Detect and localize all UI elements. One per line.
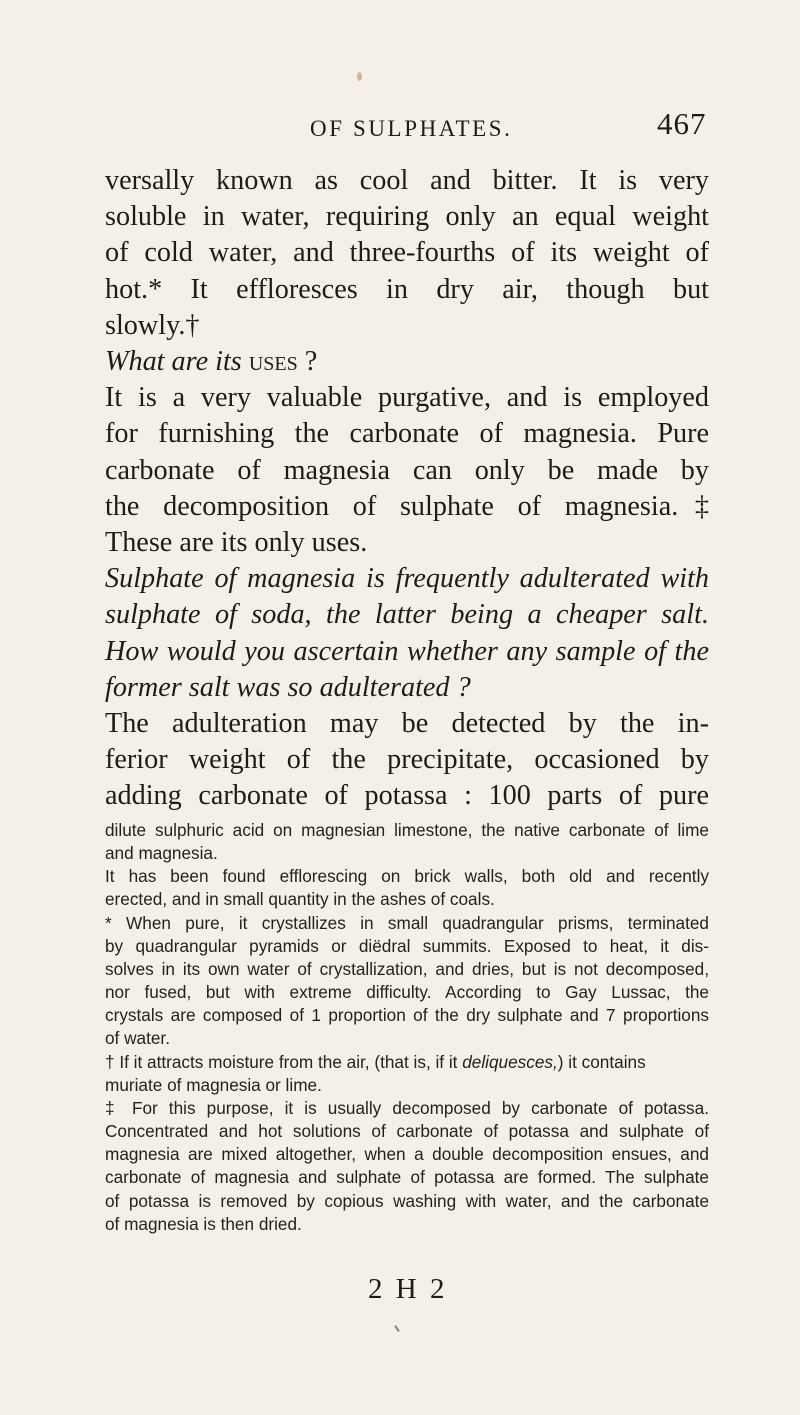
footnote-line: and magnesia. xyxy=(105,843,218,864)
footnote-line: solves in its own water of crystallization, and dries, but is not decomposed, xyxy=(105,958,709,979)
footnote-line: nor fused, but with extreme difficulty. According to Gay Lussac, the xyxy=(105,982,709,1003)
footnote-line: of potassa is removed by copious washing with water, and the carbonate xyxy=(105,1190,709,1211)
footnote-line: It has been found efflorescing on brick walls, both old and recently xyxy=(105,866,709,887)
text-line: ferior weight of the precipitate, occasioned by xyxy=(105,744,709,776)
question-line: former salt was so adulterated ? xyxy=(105,671,471,703)
text-line: slowly.† xyxy=(105,309,200,341)
footnote-text: † If it attracts moisture from the air, (that is, if it xyxy=(105,1051,458,1072)
footnote-line: of water. xyxy=(105,1028,170,1049)
footnote-line: * When pure, it crystallizes in small quadrangular prisms, terminated xyxy=(105,912,709,933)
footnote-line: carbonate of magnesia and sulphate of potassa are formed. The sulphate xyxy=(105,1167,709,1188)
footnotes xyxy=(105,819,709,1236)
footnote-text: ) it contains xyxy=(557,1051,646,1072)
question-mark: ? xyxy=(297,346,318,378)
text-line: carbonate of magnesia can only be made by xyxy=(105,454,709,486)
question-line: How would you ascertain whether any sample of the xyxy=(105,635,709,667)
question-line xyxy=(105,344,709,380)
footnote-line: crystals are composed of 1 proportion of the dry sulphate and 7 proportions xyxy=(105,1005,709,1026)
text-line: adding carbonate of potassa : 100 parts of pure xyxy=(105,780,709,812)
footnote-line: by quadrangular pyramids or diëdral summits. Exposed to heat, it dis- xyxy=(105,935,709,956)
footnote-line: Concentrated and hot solutions of carbonate of potassa and sulphate of xyxy=(105,1121,709,1142)
question-text: What are its xyxy=(105,346,242,378)
running-title: OF SULPHATES. xyxy=(310,116,513,141)
question-line: Sulphate of magnesia is frequently adulterated with xyxy=(105,563,709,595)
question-keyword: uses xyxy=(248,346,298,378)
text-line: the decomposition of sulphate of magnesia.‡ xyxy=(105,490,709,522)
footnote-line: ‡ For this purpose, it is usually decomposed by carbonate of potassa. xyxy=(105,1097,709,1118)
stray-mark xyxy=(394,1325,400,1332)
footnote-line: muriate of magnesia or lime. xyxy=(105,1074,322,1095)
signature-mark xyxy=(0,1273,800,1307)
text-line: These are its only uses. xyxy=(105,527,368,559)
text-line: hot.* It effloresces in dry air, though but xyxy=(105,273,709,305)
text-line: versally known as cool and bitter. It is very xyxy=(105,165,709,196)
footnote-line: dilute sulphuric acid on magnesian limestone, the native carbonate of lime xyxy=(105,820,709,840)
main-text xyxy=(105,163,709,815)
text-line: It is a very valuable purgative, and is employed xyxy=(105,382,709,414)
text-line: The adulteration may be detected by the in- xyxy=(105,708,709,740)
text-line: soluble in water, requiring only an equal weight xyxy=(105,201,709,233)
text-line: for furnishing the carbonate of magnesia. Pure xyxy=(105,418,709,450)
footnote-line: erected, and in small quantity in the ashes of coals. xyxy=(105,889,495,910)
text-line: of cold water, and three-fourths of its weight of xyxy=(105,237,709,269)
footnote-line: of magnesia is then dried. xyxy=(105,1213,302,1234)
page-number: 467 xyxy=(657,106,707,141)
running-head xyxy=(0,104,800,144)
ink-speck xyxy=(357,72,362,81)
footnote-line xyxy=(105,1051,709,1074)
footnote-italic-term: deliquesces, xyxy=(462,1051,558,1072)
question-line: sulphate of soda, the latter being a cheaper salt. xyxy=(105,599,709,631)
footnote-line: magnesia are mixed altogether, when a double decomposition ensues, and xyxy=(105,1144,709,1165)
signature-text: 2 H 2 xyxy=(368,1273,448,1305)
